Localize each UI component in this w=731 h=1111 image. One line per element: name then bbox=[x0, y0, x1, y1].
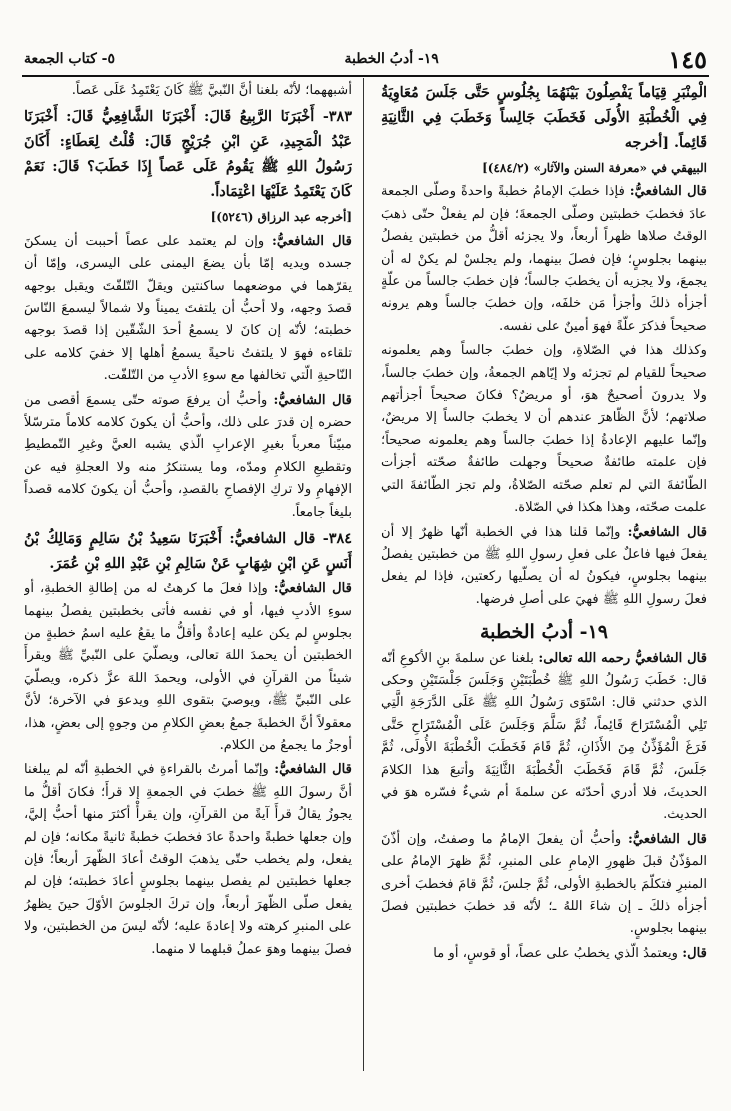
page-header bbox=[24, 44, 707, 74]
paragraph-text: ويعتمدُ الّذي يخطبُ على عصاً، أو قوسٍ، أو ما bbox=[433, 945, 683, 961]
left-column bbox=[24, 80, 352, 1071]
paragraph bbox=[381, 648, 707, 827]
header-rule bbox=[22, 75, 709, 77]
speaker-label: قال الشافعيُّ: bbox=[273, 392, 352, 408]
speaker-label: قال الشافعيُّ: bbox=[274, 762, 352, 778]
paragraph bbox=[24, 759, 352, 961]
paragraph-text: وإذا فعلَ ما كرهتُ له من إطالةِ الخطبةِ، أو سوءِ الأدبِ فيها، أو في نفسه فأتى بخطبتين يفصلُ بينهما بجلوسٍ لم يكن عليه إعادةٌ وأقلُّ ما يقعُ عليه اسمُ خطبةٍ من الخطبتين أن يحمدَ اللهَ تعالى، ويصلّيَ على النّبيِّ ﷺ ويقرأَ شيئاً من القرآنِ في الأولى، ويحمدَ اللهَ عزَّ ذكره، ويصلّيَ على النّبيِّ ﷺ، ويوصيَ بتقوى اللهِ ويدعوَ في الآخرة؛ لأنَّ معقولاً أنَّ الخطبةَ جمعُ بعضِ الكلامِ من وجوهٍ إلى بعضٍ، هذا، أوجزُ ما يجمعُ من الكلام. bbox=[24, 581, 352, 753]
speaker-label: قال الشافعيُّ: bbox=[272, 233, 352, 249]
paragraph bbox=[381, 340, 707, 519]
hadith-reference: البيهقي في «معرفة السنن والآثار» (٤٨٤/٢)] bbox=[482, 161, 707, 175]
paragraph bbox=[24, 390, 352, 524]
column-divider bbox=[363, 78, 364, 1071]
paragraph bbox=[381, 943, 707, 965]
speaker-label: قال الشافعيُّ: bbox=[627, 524, 707, 540]
section-heading: ١٩- أدبُ الخطبة bbox=[479, 621, 608, 644]
paragraph bbox=[381, 522, 707, 612]
paragraph bbox=[381, 181, 707, 338]
right-column bbox=[381, 80, 707, 1071]
page-number: ١٤٥ bbox=[668, 44, 707, 74]
paragraph-text: وأحبُّ أن يرفعَ صوته حتّى يسمعَ أقصى من حضره إن قدرَ على ذلك، وأحبُّ أن يكونَ كلامه كلاماً مترسّلاً مبيّناً معرباً بغيرِ الإعرابِ الّذي يشبه العيَّ وغيرِ التّمطيطِ وتقطيعِ الكلامِ ومدّه، وما يستنكرُ منه ولا العجلةِ فيه عن الإفهامِ ولا تركِ الإفصاحِ بالقصدِ، وأحبُّ أن يكونَ كلامه قصداً بليغاً جامعاً. bbox=[24, 392, 352, 520]
paragraph bbox=[24, 231, 352, 388]
paragraph-text: وإنّما أمرتُ بالقراءةِ في الخطبةِ أنّه لم يبلغنا أنَّ رسولَ اللهِ ﷺ خطبَ في الجمعةِ إلا قرأَ؛ فكانَ أقلُّ ما يجوزُ يقالُ قرأَ آيةً من القرآنِ، وإن يقرأْ أكثرَ منها أحبُّ إليَّ، وإن جعلها خطبةً واحدةً عادَ فخطبَ خطبةً ثانيةً مكانه؛ فإن لم يفعل، ولم يخطب حتّى يذهبَ الوقتُ أعادَ الظّهرَ أربعاً؛ فإن جعلها خطبتين لم يفصل بينهما بجلوسٍ أعادَ خطبته؛ فإن لم يفعل صلّى الظّهرَ أربعاً، وإن تركَ الجلوسَ الأوّلَ حينَ يظهرُ على المنبرِ كرهته ولا إعادةَ عليه؛ لأنّه ليسَ من الخطبتين، ولا فصلَ بينهما وهوَ عملُ قبلهما لا منهما. bbox=[24, 762, 352, 957]
speaker-label: قال: bbox=[682, 945, 707, 961]
paragraph-text: بلغنا عن سلمةَ بنِ الأكوعِ أنّه قال: خَطَبَ رَسُولُ اللهِ ﷺ خُطْبَتَيْنِ وَجَلَسَ جَلْسَتَيْنِ وحكى الذي حدثني قال: اسْتَوَى رَسُولُ اللهِ ﷺ عَلَى الدَّرَجَةِ الَّتِي تَلِي الْمُسْتَرَاحَ قَائِماً، ثُمَّ سَلَّمَ وَجَلَسَ عَلَى الْمُسْتَرَاحِ حَتَّى فَرَغَ الْمُؤَذِّنُ مِنَ الأَذَانِ، ثُمَّ قَامَ فَخَطَبَ الْخُطْبَةَ الأُولَى، ثُمَّ جَلَسَ، ثُمَّ قَامَ فَخَطَبَ الْخُطْبَةَ الثَّانِيَةَ وأتبعَ هذا الكلامَ الحديثَ، فلا أدري أحدّثه عن سلمةَ أم شيءٌ فسّره هوَ في الحديث. bbox=[381, 650, 707, 823]
book-running-title: ٥- كتاب الجمعة bbox=[24, 51, 115, 67]
paragraph bbox=[381, 829, 707, 941]
paragraph bbox=[24, 578, 352, 757]
paragraph-text: وأحبُّ أن يفعلَ الإمامُ ما وصفتُ، وإن أذّنَ المؤذّنُ قبلَ ظهورِ الإمامِ على المنبرِ، ثُمَّ ظهرَ الإمامُ على المنبرِ فتكلّمَ بالخطبةِ الأولى، ثُمَّ جلسَ، ثُمَّ قامَ فخطبَ أخرى أجزأه ذلكَ ـ إن شاءَ اللهُ ـ؛ لأنّه قد خطبَ خطبتين فصلَ بينهما بجلوسٍ. bbox=[381, 831, 707, 937]
paragraph-text: وإن لم يعتمد على عصاً أحببت أن يسكنَ جسده ويديه إمّا بأن يضعَ اليمنى على اليسرى، وإمّا أن يقرّهما في موضعهما ساكنتين ويقلّ التّلفّتَ ويقبل بوجهه قصدَ وجهه، ولا أحبُّ أن يلتفتَ يميناً ولا شمالاً ليسمعَ النّاسَ خطبته؛ لأنّه إن كانَ لا يسمعُ أحدَ الشّقّين إذا قصدَ بوجهه تلقاءه فهوَ لا يلتفتُ ناحيةً يسمعُ أهلها إلا خفيَ كلامه على النّاحيةِ الّتي تخالفها مع سوءِ الأدبِ من التّلفّت. bbox=[24, 233, 352, 384]
paragraph-text: فإذا خطبَ الإمامُ خطبةً واحدةً وصلّى الجمعة عادَ فخطبَ خطبتين وصلّى الجمعةَ؛ فإن لم يفعلْ حتّى ذهبَ الوقتُ صلاها ظهراً أربعاً، ولا يجزئه أقلُّ من خطبتين يفصلُ بينهما بجلوسٍ؛ فإن فصلَ بينهما، ولم يجلسْ لم يكنْ له أن يجمعَ، ولا يجزيه أن يخطبَ جالساً؛ فإن خطبَ جالساً من علّةٍ أجزأه ذلكَ وأجزأ مَن خلفَه، وإن خطبَ جالساً وهم يرونه صحيحاً فذكرَ علّةً فهوَ أمينٌ على نفسه. bbox=[381, 184, 707, 334]
hadith-text: الْمِنْبَرِ قِيَاماً يَفْصِلُونَ بَيْنَهُمَا بِجُلُوسٍ حَتَّى جَلَسَ مُعَاوِيَةُ فِي الْخُطْبَةِ الأُولَى فَخَطَبَ جَالِساً وَخَطَبَ فِي الثَّانِيَةِ قَائِماً. [أخرجه bbox=[381, 84, 707, 151]
hadith-text: ٣٨٣- أَخْبَرَنَا الرَّبِيعُ قَالَ: أَخْبَرَنَا الشَّافِعِيُّ قَالَ: أَخْبَرَنَا عَبْدُ الْمَجِيدِ، عَنِ ابْنِ جُرَيْجٍ قَالَ: قُلْتُ لِعَطَاءٍ: أَكَانَ رَسُولُ اللهِ ﷺ يَقُومُ عَلَى عَصاً إِذَا خَطَبَ؟ قَالَ: نَعَمْ كَانَ يَعْتَمِدُ عَلَيْهَا اعْتِمَاداً. bbox=[24, 108, 352, 201]
paragraph-text: وإنّما قلنا هذا في الخطبة أنّها ظهرٌ إلا أن يفعلَ فيها فاعلٌ على فعلِ رسولِ اللهِ ﷺ من خطبتين يفصلُ بينهما بجلوسٍ، فيكونُ له أن يصلّيها ركعتين، فإذا لم يفعل فعلَ رسولِ اللهِ ﷺ فهيَ على أصلِ فرضها. bbox=[381, 524, 707, 607]
hadith-text: ٣٨٤- قال الشافعيُّ: أَخْبَرَنَا سَعِيدُ بْنُ سَالِمٍ وَمَالِكُ بْنُ أَنَسٍ عَنِ ابْنِ شِهَابٍ عَنْ سَالِمِ بْنِ عَبْدِ اللهِ بْنِ عُمَرَ. bbox=[24, 530, 352, 573]
speaker-label: قال الشافعيُّ: bbox=[627, 831, 707, 847]
hadith-reference: [أخرجه عبد الرزاق (٥٢٤٦)] bbox=[210, 210, 352, 225]
paragraph-text: أشبههما؛ لأنّه بلغنا أنَّ النّبيَّ ﷺ كَانَ يَعْتَمِدُ عَلَى عَصاً. bbox=[71, 83, 352, 98]
speaker-label: قال الشافعيُّ رحمه الله تعالى: bbox=[538, 650, 707, 666]
paragraph-text: وكذلك هذا في الصّلاةِ، وإن خطبَ جالساً وهم يعلمونه صحيحاً للقيام لم تجزئه ولا إيّاهم الجمعةُ، وإن خطبَ جالساً، ولا يدرونَ أصحيحٌ هوَ، أو مريضٌ؟ فكانَ صحيحاً أجزأتهم صلاتهم؛ لأنَّ الظّاهرَ عندهم أن لا يخطبَ جالساً إلا مريضٌ، وإنّما عليهم الإعادةُ إذا خطبَ جالساً وهم يعلمونه صحيحاً؛ فإن علمته طائفةٌ صحيحاً وجهلت طائفةٌ صحّته أجزأت الطّائفةَ التي لم تعلم صحّته الصّلاةُ، ولم تجز الطّائفةَ التي علمت صحّته، وهذا هكذا في الصّلاة. bbox=[381, 343, 707, 516]
speaker-label: قال الشافعيُّ: bbox=[273, 581, 352, 597]
section-running-title: ١٩- أدبُ الخطبة bbox=[344, 51, 439, 67]
speaker-label: قال الشافعيُّ: bbox=[629, 184, 707, 200]
paragraph bbox=[24, 80, 352, 102]
